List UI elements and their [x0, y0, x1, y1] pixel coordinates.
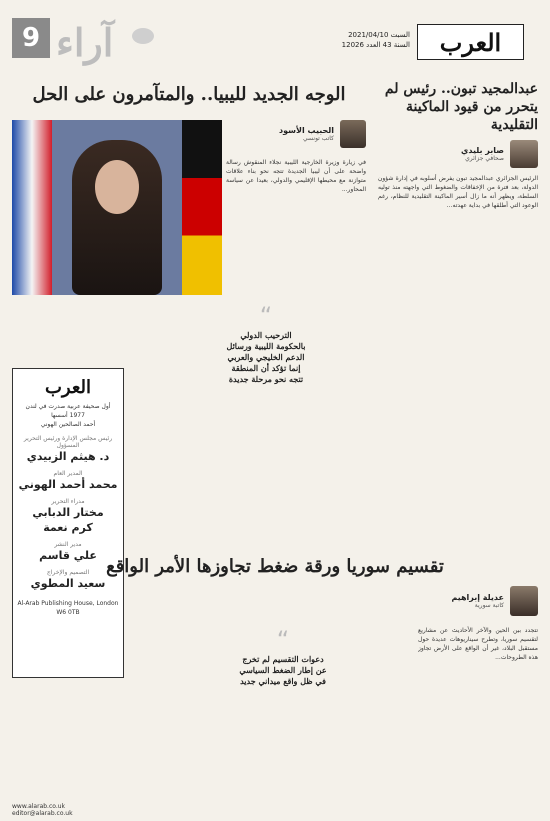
main-headline: الوجه الجديد لليبيا.. والمتآمرون على الحل — [32, 84, 346, 105]
masthead-label: التصميم والإخراج — [46, 569, 90, 576]
bottom-article — [12, 556, 538, 806]
masthead-line: أول صحيفة عربية صدرت في لندن — [25, 403, 111, 410]
pull-quote — [238, 626, 328, 687]
masthead-line: 1977 أسسها — [51, 412, 85, 419]
author-byline — [378, 140, 538, 168]
author-role: كاتب تونسي — [303, 135, 334, 142]
speech-bubble-icon — [132, 28, 154, 44]
logo-box — [417, 24, 524, 60]
email-link[interactable]: editor@alarab.co.uk — [12, 810, 73, 817]
website-link[interactable]: www.alarab.co.uk — [12, 803, 66, 810]
quote-icon: “ — [276, 626, 290, 654]
author-byline — [451, 586, 538, 616]
design-name: علي قاسم — [39, 549, 97, 562]
pull-quote — [226, 302, 306, 385]
masthead-label: مدراء التحرير — [51, 498, 85, 505]
masthead-label: رئيس مجلس الإدارة ورئيس التحرير المسؤول — [23, 435, 113, 449]
section-title: آراء — [56, 20, 114, 65]
article-body: في زيارة وزيرة الخارجية الليبية نجلاء المنقوش رسالة واضحة على أن ليبيا الجديدة تتجه نحو بناء علاقات متوازنة مع محيطها الإقليمي والدولي، بعيدا عن سياسة المحاور... — [226, 159, 366, 193]
author-byline — [226, 120, 366, 148]
masthead-label: مدير النشر — [54, 541, 82, 548]
article-title: عبدالمجيد تبون.. رئيس لم يتحرر من قيود الماكينة التقليدية — [384, 81, 538, 133]
quote-icon: “ — [259, 302, 273, 330]
pull-quote-text: الترحيب الدولي بالحكومة الليبية ورسائل الدعم الخليجي والعربي إنما تؤكد أن المنطقة تتجه نحو مرحلة جديدة — [226, 330, 306, 384]
newspaper-logo: العرب — [439, 27, 502, 57]
author-photo — [340, 120, 366, 148]
author-photo — [510, 140, 538, 168]
article-body: الرئيس الجزائري عبدالمجيد تبون يفرض أسلوبه في إدارة شؤون الدولة، بعد فترة من الإخفاقات والضغوط التي واجهته منذ توليه السلطة، ويظهر أنه ما زال أسير الماكينة التقليدية للنظام، رغم الوعود التي أطلقها في بداية عهدته... — [378, 175, 538, 209]
art-name: سعيد المطوي — [30, 577, 106, 590]
pull-quote-text: دعوات التقسيم لم تخرج عن إطار الضغط السياسي في ظل واقع ميداني جديد — [239, 654, 327, 686]
author-name: عديلة إبراهيم — [451, 593, 504, 602]
issue-date: السبت 2021/04/10 — [348, 31, 410, 39]
gm-name: محمد أحمد الهوني — [18, 478, 118, 491]
bottom-headline: تقسيم سوريا ورقة ضغط تجاوزها الأمر الواقع — [106, 556, 444, 577]
author-photo — [510, 586, 538, 616]
page-header — [12, 18, 538, 74]
author-role: صحافي جزائري — [465, 155, 504, 162]
author-role: كاتبة سورية — [474, 602, 504, 609]
staff-name: كرم نعمة — [43, 521, 93, 534]
article-body: تتجدد بين الحين والآخر الأحاديث عن مشاريع لتقسيم سوريا، وتطرح سيناريوهات عديدة حول مستقبل البلاد، غير أن الواقع على الأرض تجاوز هذه الطروحات... — [418, 627, 538, 661]
issue-number: السنة 43 العدد 12026 — [341, 41, 410, 49]
flag-image — [182, 120, 222, 295]
page-number: 9 — [12, 18, 50, 58]
masthead-label: المدير العام — [53, 470, 83, 477]
article-column-right — [378, 80, 538, 550]
masthead-address: Al-Arab Publishing House, London W6 0TB — [17, 600, 119, 616]
person-face — [95, 160, 139, 214]
masthead-logo: العرب — [44, 377, 92, 398]
staff-name: مختار الدبابي — [32, 506, 104, 519]
masthead-line: أحمد الصالحين الهوني — [40, 421, 96, 428]
contact-footer — [12, 803, 73, 817]
issue-info — [342, 30, 410, 50]
author-name: الحبيب الأسود — [279, 126, 334, 135]
article-photo — [12, 120, 222, 295]
author-name: صابر بليدي — [461, 146, 504, 155]
editor-name: د. هيثم الزبيدي — [26, 450, 110, 463]
flag-image — [12, 120, 52, 295]
